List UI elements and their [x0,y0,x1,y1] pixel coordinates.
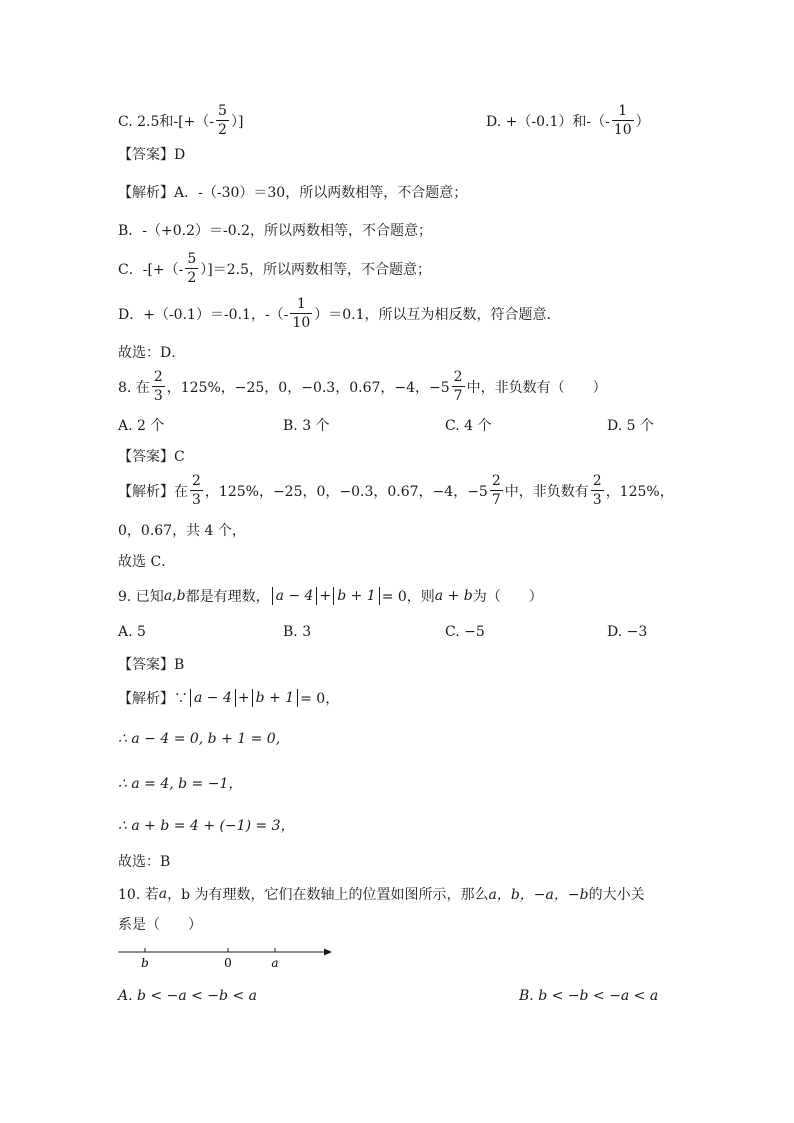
q9-option-c: C. −5 [445,624,485,640]
label-zero: 0 [224,956,232,970]
q10-stem-line2: 系是（ ） [118,917,202,933]
q8-explanation: 【解析】 在 $\frac{2}{3}$ ，125%，−25，0，−0.3，0.67，−4，−5 $\frac{2}{7}$ 中，非负数有 $\frac{2}{3}$ ，125%， [118,473,674,508]
q10-option-b: B. b < −b < −a < a [519,988,659,1004]
q8-explanation-line2: 0，0.67，共 4 个， [118,523,246,539]
q9-option-d: D. −3 [607,624,648,640]
fraction: $\frac{2}{3}$ [153,369,163,404]
fraction: $\frac{1}{10}$ [613,103,632,138]
q9-stem: 9. 已知 a,b 都是有理数， a − 4 + b + 1 = 0，则 a + b 为（ ） [118,588,543,605]
q10-option-a: A. b < −a < −b < a [118,988,257,1004]
number-line-arrow [324,949,332,956]
absolute-value: b + 1 [333,587,380,605]
q7-explanation-a: 【解析】 A．-（-30）＝30，所以两数相等，不合题意； [118,185,468,201]
q7-explanation-d: D．+（-0.1）＝-0.1，-（- $\frac{1}{10}$ ）＝0.1，所以互为相反数，符合题意． [118,296,561,331]
absolute-value: a − 4 [272,587,318,605]
q7-explanation-b: B．-（+0.2）＝-0.2，所以两数相等，不合题意； [118,223,433,239]
q9-option-b: B. 3 [283,624,312,640]
q7-answer: 【答案】D [118,147,186,163]
q7-option-d-text: D. +（-0.1）和-（- [486,113,610,130]
q9-explanation-line2: ∴ a − 4 = 0, b + 1 = 0, [118,731,281,747]
q10-stem: 10. 若 a ，b 为有理数，它们在数轴上的位置如图所示，那么 a，b，−a，−b 的大小关 [118,886,645,903]
q9-answer: 【答案】B [118,657,185,673]
q8-option-a: A. 2 个 [118,418,165,434]
q7-option-c-text: C. 2.5和-[+（- [118,113,215,130]
q8-option-c: C. 4 个 [445,418,492,434]
absolute-value: a − 4 [190,689,236,707]
fraction: $\frac{5}{2}$ [218,103,227,138]
label-a: a [271,956,279,970]
q7-conclusion: 故选：D． [118,345,186,361]
q8-answer: 【答案】C [118,449,185,465]
fraction: $\frac{5}{2}$ [187,251,197,286]
fraction: $\frac{2}{3}$ [592,473,602,508]
q9-explanation: 【解析】∵ a − 4 + b + 1 = 0， [118,690,340,707]
mixed-fraction: $\frac{2}{7}$ [453,369,463,404]
q9-explanation-line4: ∴ a + b = 4 + (−1) = 3， [118,818,295,834]
q9-option-a: A. 5 [118,624,146,640]
q8-option-b: B. 3 个 [283,418,330,434]
q7-option-c: C. 2.5和-[+（- $\frac{5}{2}$ ）] [118,103,244,138]
mixed-fraction: $\frac{2}{7}$ [491,473,501,508]
q9-explanation-line3: ∴ a = 4, b = −1， [118,776,243,792]
q8-stem: 8. 在 $\frac{2}{3}$ ，125%，−25，0，−0.3，0.67，−4，−5 $\frac{2}{7}$ 中，非负数有（ ） [118,369,607,404]
q7-explanation-c: C．-[+（- $\frac{5}{2}$ ）]＝2.5，所以两数相等，不合题意； [118,251,432,286]
q7-option-d: D. +（-0.1）和-（- $\frac{1}{10}$ ） [486,103,650,138]
q8-option-d: D. 5 个 [607,418,654,434]
fraction: $\frac{2}{3}$ [192,473,201,508]
fraction: $\frac{1}{10}$ [292,296,311,331]
number-line-figure [118,938,338,970]
q8-conclusion: 故选 C． [118,554,176,570]
q9-conclusion: 故选：B [118,854,171,870]
absolute-value: b + 1 [252,689,299,707]
label-b: b [141,956,149,970]
